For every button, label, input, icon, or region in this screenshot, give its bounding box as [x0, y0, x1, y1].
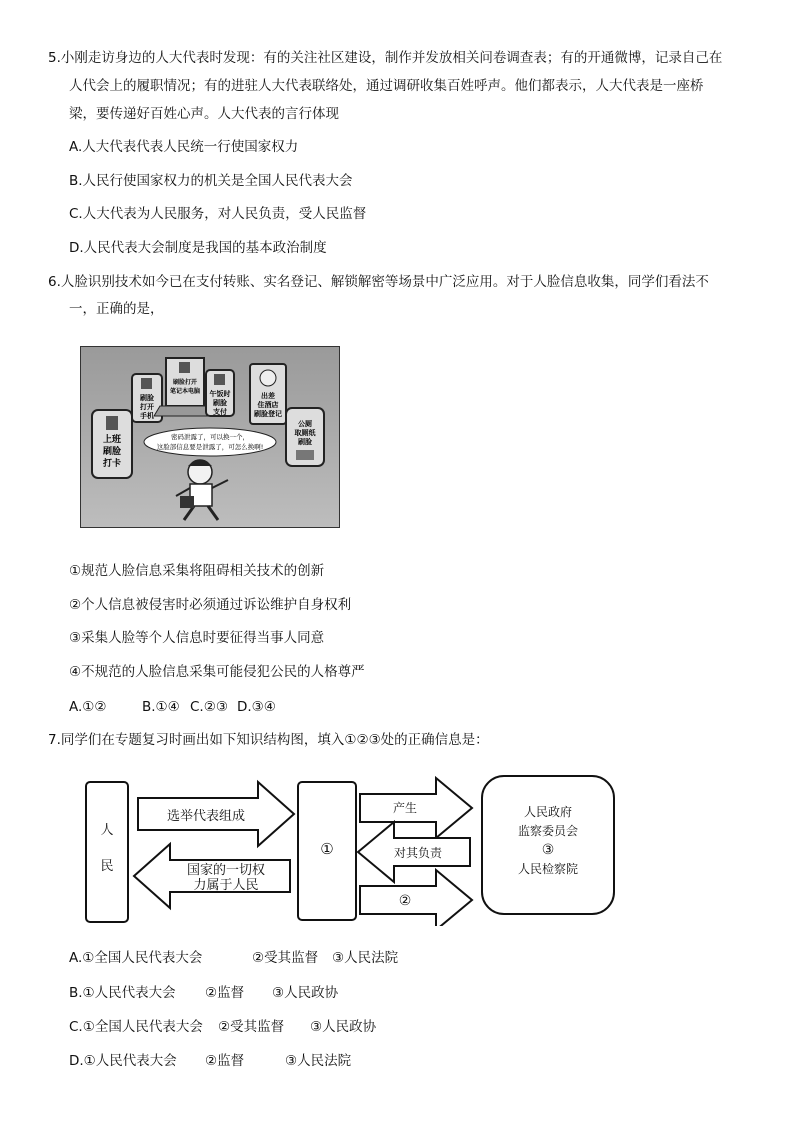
svg-text:取厕纸: 取厕纸 — [294, 429, 316, 437]
q7-option-c-part3: ③人民政协 — [310, 1019, 377, 1035]
arrow-top-label: 选举代表组成 — [166, 809, 246, 824]
q7-option-a-part2: ②受其监督 — [252, 950, 319, 966]
people-char-2: 民 — [100, 859, 114, 874]
people-char-1: 人 — [100, 823, 114, 838]
q7-stem: 7.同学们在专题复习时画出如下知识结构图，填入①②③处的正确信息是： — [48, 732, 489, 748]
svg-text:刷脸打开: 刷脸打开 — [172, 379, 198, 386]
svg-text:出差: 出差 — [261, 392, 275, 400]
q6-statement-1: ①规范人脸信息采集将阻碍相关技术的创新 — [69, 563, 325, 579]
q6-option-c: C.②③ — [190, 699, 228, 715]
svg-text:打开: 打开 — [140, 403, 154, 411]
screen-hotel — [250, 364, 286, 424]
q7-option-a-part1: A.①全国人民代表大会 — [69, 950, 203, 966]
svg-text:密码泄露了，可以换一个，: 密码泄露了，可以换一个， — [171, 433, 249, 441]
arrow-bottom-label-1: 国家的一切权 — [186, 863, 266, 878]
svg-text:住酒店: 住酒店 — [257, 401, 279, 409]
screen-toilet-paper — [286, 408, 324, 466]
svg-text:刷脸: 刷脸 — [140, 394, 154, 402]
svg-text:手机: 手机 — [140, 412, 154, 420]
organ-procuratorate: 人民检察院 — [517, 862, 579, 876]
arrow-bottom-label-2: 力属于人民 — [193, 878, 259, 893]
q7-option-d-part3: ③人民法院 — [285, 1053, 352, 1069]
right-arrow-1-label: 产生 — [392, 801, 418, 815]
q6-statement-2: ②个人信息被侵害时必须通过诉讼维护自身权利 — [69, 597, 352, 613]
svg-text:刷脸: 刷脸 — [213, 399, 227, 407]
svg-text:刷脸: 刷脸 — [298, 438, 312, 446]
q7-option-b-part3: ③人民政协 — [272, 985, 339, 1001]
face-recognition-cartoon — [80, 346, 340, 528]
q6-option-d: D.③④ — [237, 699, 276, 715]
svg-text:公厕: 公厕 — [298, 420, 312, 428]
svg-text:午饭时: 午饭时 — [209, 390, 231, 398]
screen-checkin — [92, 410, 132, 478]
q6-option-a: A.①② — [69, 699, 107, 715]
screen-payment — [206, 370, 234, 416]
q7-option-b-part1: B.①人民代表大会 — [69, 985, 176, 1001]
q5-option-d: D.人民代表大会制度是我国的基本政治制度 — [69, 240, 327, 256]
svg-text:刷脸登记: 刷脸登记 — [254, 410, 282, 418]
center-blank-1: ① — [320, 840, 334, 858]
q6-statement-3: ③采集人脸等个人信息时要征得当事人同意 — [69, 630, 325, 646]
knowledge-structure-diagram — [80, 774, 620, 926]
svg-text:支付: 支付 — [213, 408, 227, 416]
right-arrow-3-blank: ② — [398, 893, 412, 909]
q5-stem-line2: 人代会上的履职情况；有的进驻人大代表联络处，通过调研收集百姓呼声。他们都表示，人大代表是一座桥 — [69, 78, 704, 94]
q5-stem-line1: 5.小刚走访身边的人大代表时发现：有的关注社区建设，制作并发放相关问卷调查表；有的开通微博，记录自己在 — [48, 50, 723, 66]
q7-option-a-part3: ③人民法院 — [332, 950, 399, 966]
svg-text:刷脸: 刷脸 — [102, 447, 122, 457]
q7-option-b-part2: ②监督 — [205, 985, 245, 1001]
q6-statement-4: ④不规范的人脸信息采集可能侵犯公民的人格尊严 — [69, 664, 365, 680]
people-box — [86, 782, 128, 922]
q7-option-d-part1: D.①人民代表大会 — [69, 1053, 177, 1069]
speech-bubble — [144, 428, 276, 456]
q5-option-c: C.人大代表为人民服务，对人民负责，受人民监督 — [69, 206, 367, 222]
q6-option-b: B.①④ — [142, 699, 180, 715]
svg-text:笔记本电脑: 笔记本电脑 — [169, 388, 201, 395]
q5-option-b: B.人民行使国家权力的机关是全国人民代表大会 — [69, 173, 353, 189]
q5-stem-line3: 梁，要传递好百姓心声。人大代表的言行体现 — [69, 106, 339, 122]
q5-option-a: A.人大代表代表人民统一行使国家权力 — [69, 139, 299, 155]
q7-option-c-part2: ②受其监督 — [218, 1019, 285, 1035]
organ-supervisory-commission: 监察委员会 — [517, 824, 579, 838]
organ-blank-3: ③ — [541, 842, 555, 858]
q7-option-c-part1: C.①全国人民代表大会 — [69, 1019, 203, 1035]
q7-option-d-part2: ②监督 — [205, 1053, 245, 1069]
svg-text:打卡: 打卡 — [102, 459, 122, 469]
q6-stem-line2: 一，正确的是， — [69, 301, 164, 317]
right-arrow-2-label: 对其负责 — [393, 846, 443, 860]
q6-stem-line1: 6.人脸识别技术如今已在支付转账、实名登记、解锁解密等场景中广泛应用。对于人脸信息收集，同学们看法不 — [48, 274, 709, 290]
svg-text:这脸部信息要是泄露了，可怎么换啊!: 这脸部信息要是泄露了，可怎么换啊! — [156, 443, 264, 451]
svg-text:上班: 上班 — [102, 435, 122, 445]
organ-government: 人民政府 — [523, 805, 573, 819]
arrow-supervise — [360, 870, 472, 926]
